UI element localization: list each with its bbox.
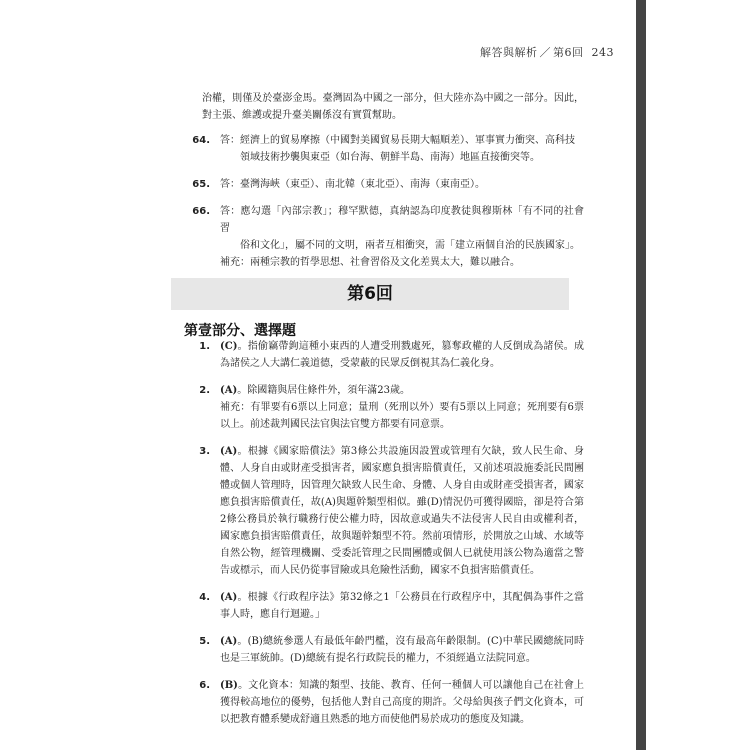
answer-text: 。文化資本：知識的類型、技能、教育、任何一種個人可以讓他自己在社會上獲得較高地位的優勢，包括他人對自己高度的期許。父母給與孩子們文化資本，可以把教育體系變成舒適且熟悉的地方而使他們易於成功的態度及知識。	[220, 680, 584, 725]
answer-number: 66.	[192, 206, 210, 217]
answer-line: 答：經濟上的貿易摩擦（中國對美國貿易長期大幅順差）、軍事實力衝突、高科技	[220, 135, 575, 146]
answer-choice: (A)	[220, 446, 238, 457]
answer-number: 3.	[199, 446, 210, 457]
answer-number: 65.	[192, 179, 210, 190]
top-answers-block	[184, 90, 584, 281]
answer-number: 1.	[199, 341, 210, 352]
mc-answer-1	[184, 338, 584, 372]
section-title: 第6回	[347, 284, 393, 304]
mc-answer-4	[184, 589, 584, 623]
multiple-choice-answers	[184, 338, 584, 738]
answer-number: 6.	[199, 680, 210, 691]
answer-line: 答：應勾選「內部宗教」；穆罕默德，真納認為印度教徒與穆斯林「有不同的社會習	[220, 206, 584, 234]
answer-choice: (A)	[220, 592, 238, 603]
mc-answer-2	[184, 382, 584, 433]
answer-64	[184, 132, 584, 166]
mc-answer-5	[184, 633, 584, 667]
answer-text: 。指偷竊帶鉤這種小東西的人遭受刑戮處死，篡奪政權的人反倒成為諸侯。成為諸侯之人大講仁義道德，受蒙蔽的民眾反倒視其為仁義化身。	[220, 341, 584, 369]
answer-choice: (B)	[220, 680, 238, 691]
answer-text: 。根據《國家賠償法》第3條公共設施因設置或管理有欠缺，致人民生命、身體、人身自由或財產受損害者，國家應負損害賠償責任，又前述項設施委託民間團體或個人管理時，因管理欠缺致人民生命、身體、人身自由或財產受損害者，國家應負損害賠償責任，故(A)與題幹類型相似。雖(D)情況仍可獲得國賠，卻是符合第2條公務員於執行職務行使公權力時，因故意或過失不法侵害人民自由或權利者，國家應負損害賠償責任，故與題幹類型不符。然前項情形，於開放之山域、水域等自然公物，經管理機關、受委託管理之民間團體或個人已就使用該公物為適當之警告或標示，而人民仍從事冒險或具危險性活動，國家不負損害賠償責任。	[220, 446, 584, 576]
header-chapter: 第6回	[553, 46, 584, 59]
running-header	[480, 44, 614, 60]
answer-text: 。根據《行政程序法》第32條之1「公務員在行政程序中，其配偶為事件之當事人時，應自行迴避。」	[220, 592, 584, 620]
answer-choice: (C)	[220, 341, 238, 352]
answer-number: 2.	[199, 385, 210, 396]
mc-answer-3	[184, 443, 584, 579]
section-title-band	[171, 278, 569, 310]
page-edge-bar	[636, 0, 646, 750]
answer-66	[184, 203, 584, 271]
supplement-line: 補充：兩種宗教的哲學思想、社會習俗及文化差異太大，難以融合。	[220, 257, 520, 268]
header-title: 解答與解析	[480, 46, 538, 59]
answer-text: 。除國籍與居住條件外，須年滿23歲。	[237, 385, 410, 396]
answer-number: 64.	[192, 135, 210, 146]
answer-number: 5.	[199, 636, 210, 647]
mc-answer-6	[184, 677, 584, 728]
header-separator: ／	[539, 46, 551, 59]
supplement-text: 補充：有罪要有6票以上同意；量刑（死刑以外）要有5票以上同意；死刑要有6票以上。前述裁判國民法官與法官雙方都要有同意票。	[220, 402, 584, 430]
answer-line: 俗和文化」，屬不同的文明，兩者互相衝突，需「建立兩個自治的民族國家」。	[240, 240, 580, 251]
section-subtitle: 第壹部分、選擇題	[184, 323, 296, 339]
answer-line: 答：臺灣海峽（東亞）、南北韓（東北亞）、南海（東南亞）。	[220, 179, 485, 190]
answer-line: 領域技術抄襲與東亞（如台海、朝鮮半島、南海）地區直接衝突等。	[240, 152, 540, 163]
answer-65	[184, 176, 584, 193]
book-page	[114, 0, 636, 750]
page-number: 243	[591, 46, 614, 59]
answer-choice: (A)	[220, 385, 238, 396]
answer-number: 4.	[199, 592, 210, 603]
answer-text: 。(B)總統參選人有最低年齡門檻，沒有最高年齡限制。(C)中華民國總統同時也是三軍統帥。(D)總統有提名行政院長的權力，不須經過立法院同意。	[220, 636, 584, 664]
continuation-text: 治權，則僅及於臺澎金馬。臺灣固為中國之一部分，但大陸亦為中國之一部分。因此，對主張、維護或提升臺美關係沒有實質幫助。	[202, 93, 584, 121]
answer-choice: (A)	[220, 636, 238, 647]
